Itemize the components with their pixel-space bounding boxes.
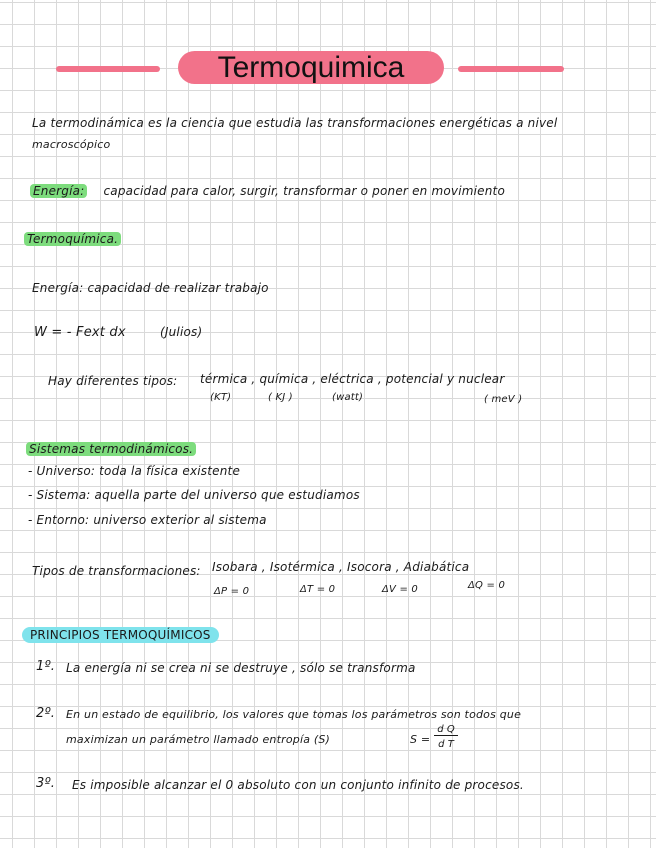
principio-2-line-1: En un estado de equilibrio, los valores que tomas los parámetros son todos que xyxy=(66,708,522,721)
sistemas-item-entorno: - Entorno: universo exterior al sistema xyxy=(28,513,267,527)
entropy-formula-lhs: S = xyxy=(410,733,431,746)
sistemas-item-universo: - Universo: toda la física existente xyxy=(28,464,241,478)
work-unit: (Julios) xyxy=(160,325,203,339)
principio-3-text: Es imposible alcanzar el 0 absoluto con un conjunto infinito de procesos. xyxy=(72,778,524,792)
energia-trabajo: Energía: capacidad de realizar trabajo xyxy=(32,281,269,295)
unit-electrica: (watt) xyxy=(332,392,364,403)
principios-heading: PRINCIPIOS TERMOQUÍMICOS xyxy=(22,628,219,642)
title-left-line xyxy=(56,66,160,72)
energy-types-list: térmica , química , eléctrica , potencial y nuclear xyxy=(200,372,505,386)
unit-quimica: ( KJ ) xyxy=(268,392,293,403)
energia-label: Energía: xyxy=(30,184,87,198)
work-formula: W = - Fext dx xyxy=(34,325,126,340)
unit-termica: (KT) xyxy=(210,392,232,403)
entropy-formula-denominator: d T xyxy=(438,739,454,750)
termoquimica-heading: Termoquímica. xyxy=(24,232,121,246)
principio-1-number: 1º. xyxy=(36,659,56,674)
unit-nuclear: ( meV ) xyxy=(484,394,523,405)
entropy-formula-numerator: d Q xyxy=(434,724,458,736)
condition-isocora: ΔV = 0 xyxy=(382,584,418,595)
sistemas-item-sistema: - Sistema: aquella parte del universo que estudiamos xyxy=(28,488,360,502)
energia-definition xyxy=(30,184,505,198)
intro-line-2: macroscópico xyxy=(32,138,111,151)
page-title: Termoquimica xyxy=(217,51,405,84)
principio-3-number: 3º. xyxy=(36,776,56,791)
title-right-line xyxy=(458,66,564,72)
principio-1-text: La energía ni se crea ni se destruye , sólo se transforma xyxy=(66,661,416,675)
energia-text: capacidad para calor, surgir, transformar o poner en movimiento xyxy=(103,184,506,198)
sistemas-heading: Sistemas termodinámicos. xyxy=(26,442,196,456)
condition-adiabatica: ΔQ = 0 xyxy=(468,580,506,591)
condition-isotermica: ΔT = 0 xyxy=(300,584,336,595)
transformaciones-list: Isobara , Isotérmica , Isocora , Adiabática xyxy=(212,560,470,574)
intro-line-1: La termodinámica es la ciencia que estudia las transformaciones energéticas a nivel xyxy=(32,116,558,130)
energy-types-prefix: Hay diferentes tipos: xyxy=(48,374,178,388)
transformaciones-label: Tipos de transformaciones: xyxy=(32,564,201,578)
principio-2-line-2: maximizan un parámetro llamado entropía (S) xyxy=(66,733,331,746)
condition-isobara: ΔP = 0 xyxy=(214,586,250,597)
principio-2-number: 2º. xyxy=(36,706,56,721)
